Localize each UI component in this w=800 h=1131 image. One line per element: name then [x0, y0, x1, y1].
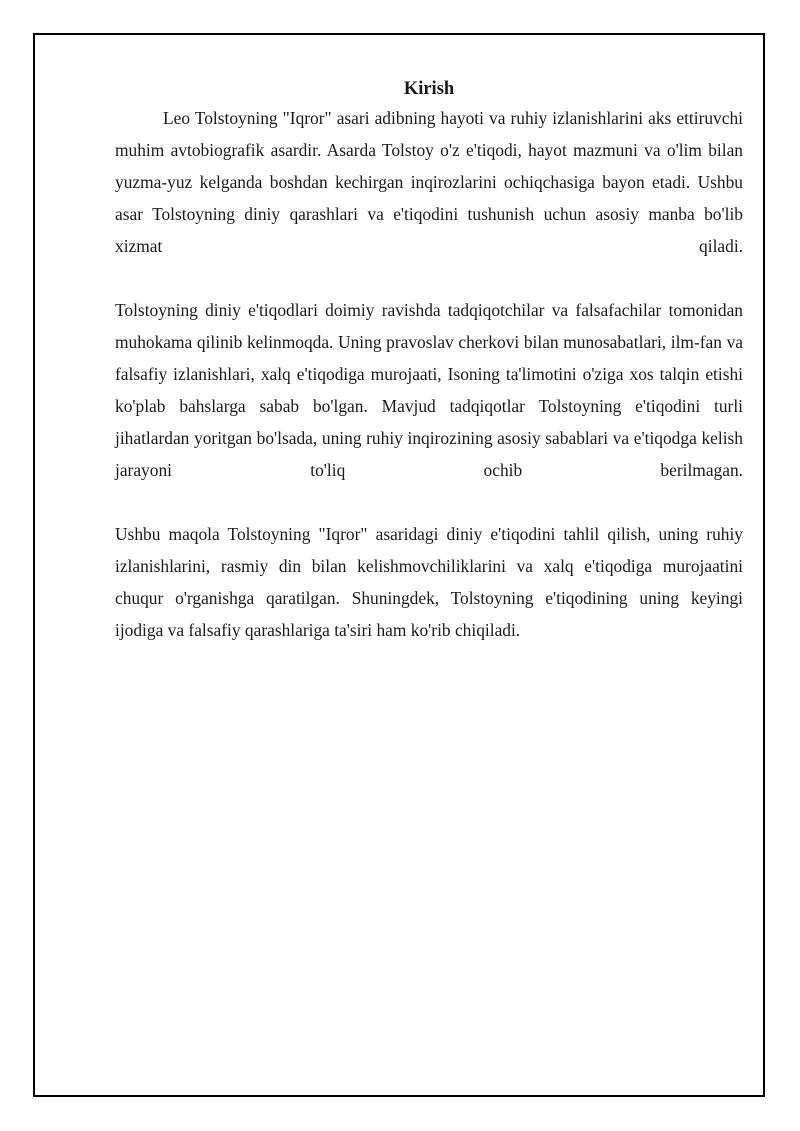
document-title: Kirish [403, 79, 455, 99]
paragraph-3: Ushbu maqola Tolstoyning "Iqror" asaridagi diniy e'tiqodini tahlil qilish, uning ruhiy izlanishlarini, rasmiy din bilan kelishmovchiliklarini va xalq e'tiqodiga murojaatini chuqur o'rganishga qaratilgan. Shuningdek, Tolstoyning e'tiqodining uning keyingi ijodiga va falsafiy qarashlariga ta'siri ham ko'rib chiqiladi. [115, 524, 743, 640]
paragraph-1: Leo Tolstoyning "Iqror" asari adibning hayoti va ruhiy izlanishlarini aks ettiruvchi muhim avtobiografik asardir. Asarda Tolstoy o'z e'tiqodi, hayot mazmuni va o'lim bilan yuzma-yuz kelganda boshdan kechirgan inqirozlarini ochiqchasiga bayon etadi. Ushbu asar Tolstoyning diniy qarashlari va e'tiqodini tushunish uchun asosiy manba bo'lib xizmat qiladi. [115, 108, 743, 256]
paragraph-2: Tolstoyning diniy e'tiqodlari doimiy ravishda tadqiqotchilar va falsafachilar tomonidan muhokama qilinib kelinmoqda. Uning pravoslav cherkovi bilan munosabatlari, ilm-fan va falsafiy izlanishlari, xalq e'tiqodiga murojaati, Isoning ta'limotini o'ziga xos talqin etishi ko'plab bahslarga sabab bo'lgan. Mavjud tadqiqotlar Tolstoyning e'tiqodini turli jihatlardan yoritgan bo'lsada, uning ruhiy inqirozining asosiy sabablari va e'tiqodga kelish jarayoni to'liq ochib berilmagan. [115, 300, 743, 480]
paragraph-gap [115, 486, 743, 518]
paragraph-gap [115, 262, 743, 294]
document-body [115, 76, 743, 646]
